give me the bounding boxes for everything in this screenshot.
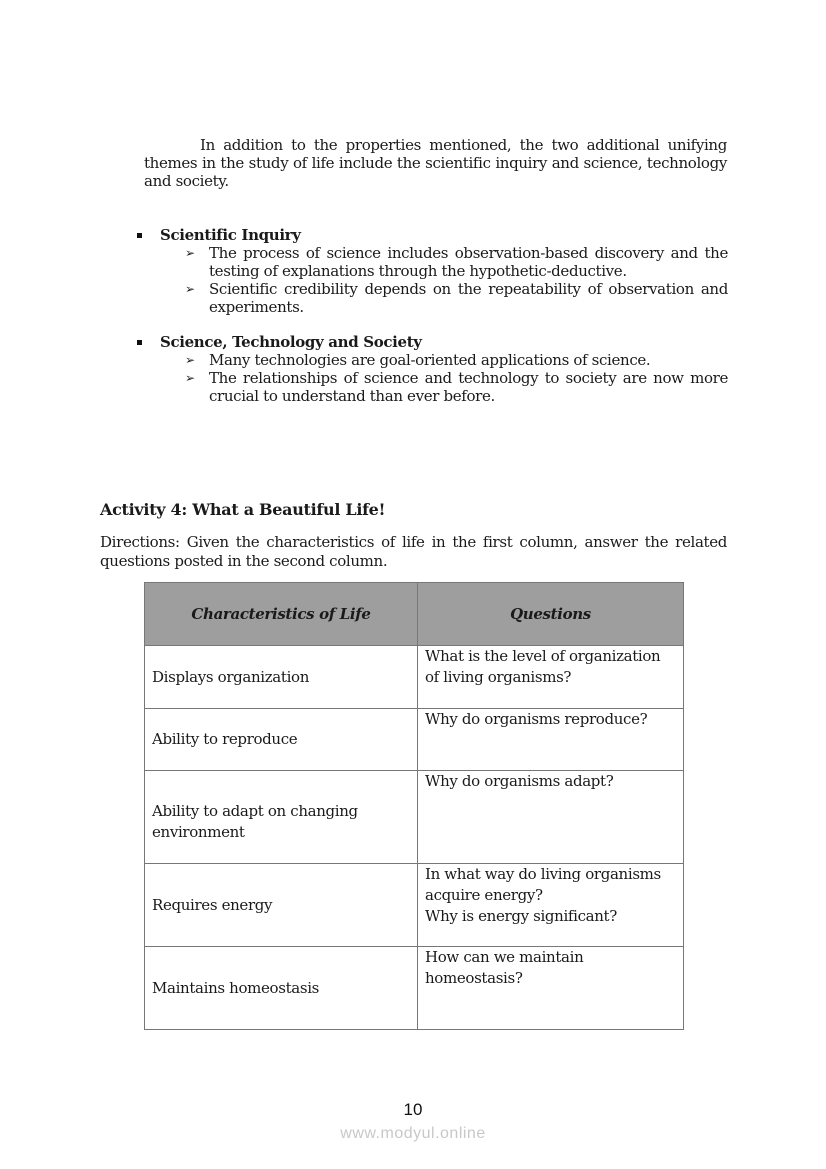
- theme-title: Science, Technology and Society: [160, 333, 422, 351]
- page-number: 10: [403, 1100, 423, 1119]
- table-header-row: [145, 583, 684, 646]
- table-row: [145, 947, 684, 1030]
- square-bullet-icon: [137, 233, 142, 238]
- theme-title: Scientific Inquiry: [160, 226, 301, 244]
- column-header-questions: Questions: [418, 583, 684, 646]
- watermark: www.modyul.online: [340, 1125, 486, 1142]
- theme-point: ➢ Many technologies are goal-oriented applications of science.: [185, 351, 651, 369]
- intro-paragraph: [144, 136, 727, 190]
- characteristic-cell: Ability to adapt on changing environment: [145, 771, 418, 864]
- question-cell: Why do organisms reproduce?: [418, 709, 684, 771]
- question-cell: What is the level of organization of living organisms?: [418, 646, 684, 709]
- arrow-bullet-icon: ➢: [185, 282, 195, 296]
- column-header-characteristics: Characteristics of Life: [145, 583, 418, 646]
- arrow-bullet-icon: ➢: [185, 353, 195, 367]
- question-cell: How can we maintain homeostasis?: [418, 947, 684, 1030]
- theme-point: ➢ Scientific credibility depends on the repeatability of observation and experiments.: [185, 280, 728, 316]
- table-row: [145, 709, 684, 771]
- table-row: [145, 864, 684, 947]
- question-cell: In what way do living organisms acquire energy? Why is energy significant?: [418, 864, 684, 947]
- question-cell: Why do organisms adapt?: [418, 771, 684, 864]
- characteristic-cell: Requires energy: [145, 864, 418, 947]
- square-bullet-icon: [137, 340, 142, 345]
- theme-point: ➢ The process of science includes observation-based discovery and the testing of explanations through the hypothetic-deductive.: [185, 244, 728, 280]
- table-row: [145, 771, 684, 864]
- intro-text: In addition to the properties mentioned, the two additional unifying themes in the study of life include the scientific inquiry and science, technology and society.: [144, 136, 727, 190]
- theme-scientific-inquiry: [136, 226, 728, 316]
- arrow-bullet-icon: ➢: [185, 246, 195, 260]
- characteristic-cell: Displays organization: [145, 646, 418, 709]
- theme-point: ➢ The relationships of science and technology to society are now more crucial to understand than ever before.: [185, 369, 728, 405]
- characteristics-table: [144, 582, 684, 1030]
- characteristic-cell: Ability to reproduce: [145, 709, 418, 771]
- characteristic-cell: Maintains homeostasis: [145, 947, 418, 1030]
- activity-title: Activity 4: What a Beautiful Life!: [100, 500, 386, 519]
- activity-directions: Directions: Given the characteristics of life in the first column, answer the related questions posted in the second column.: [100, 533, 727, 570]
- table-row: [145, 646, 684, 709]
- theme-science-technology-society: [136, 333, 728, 405]
- arrow-bullet-icon: ➢: [185, 371, 195, 385]
